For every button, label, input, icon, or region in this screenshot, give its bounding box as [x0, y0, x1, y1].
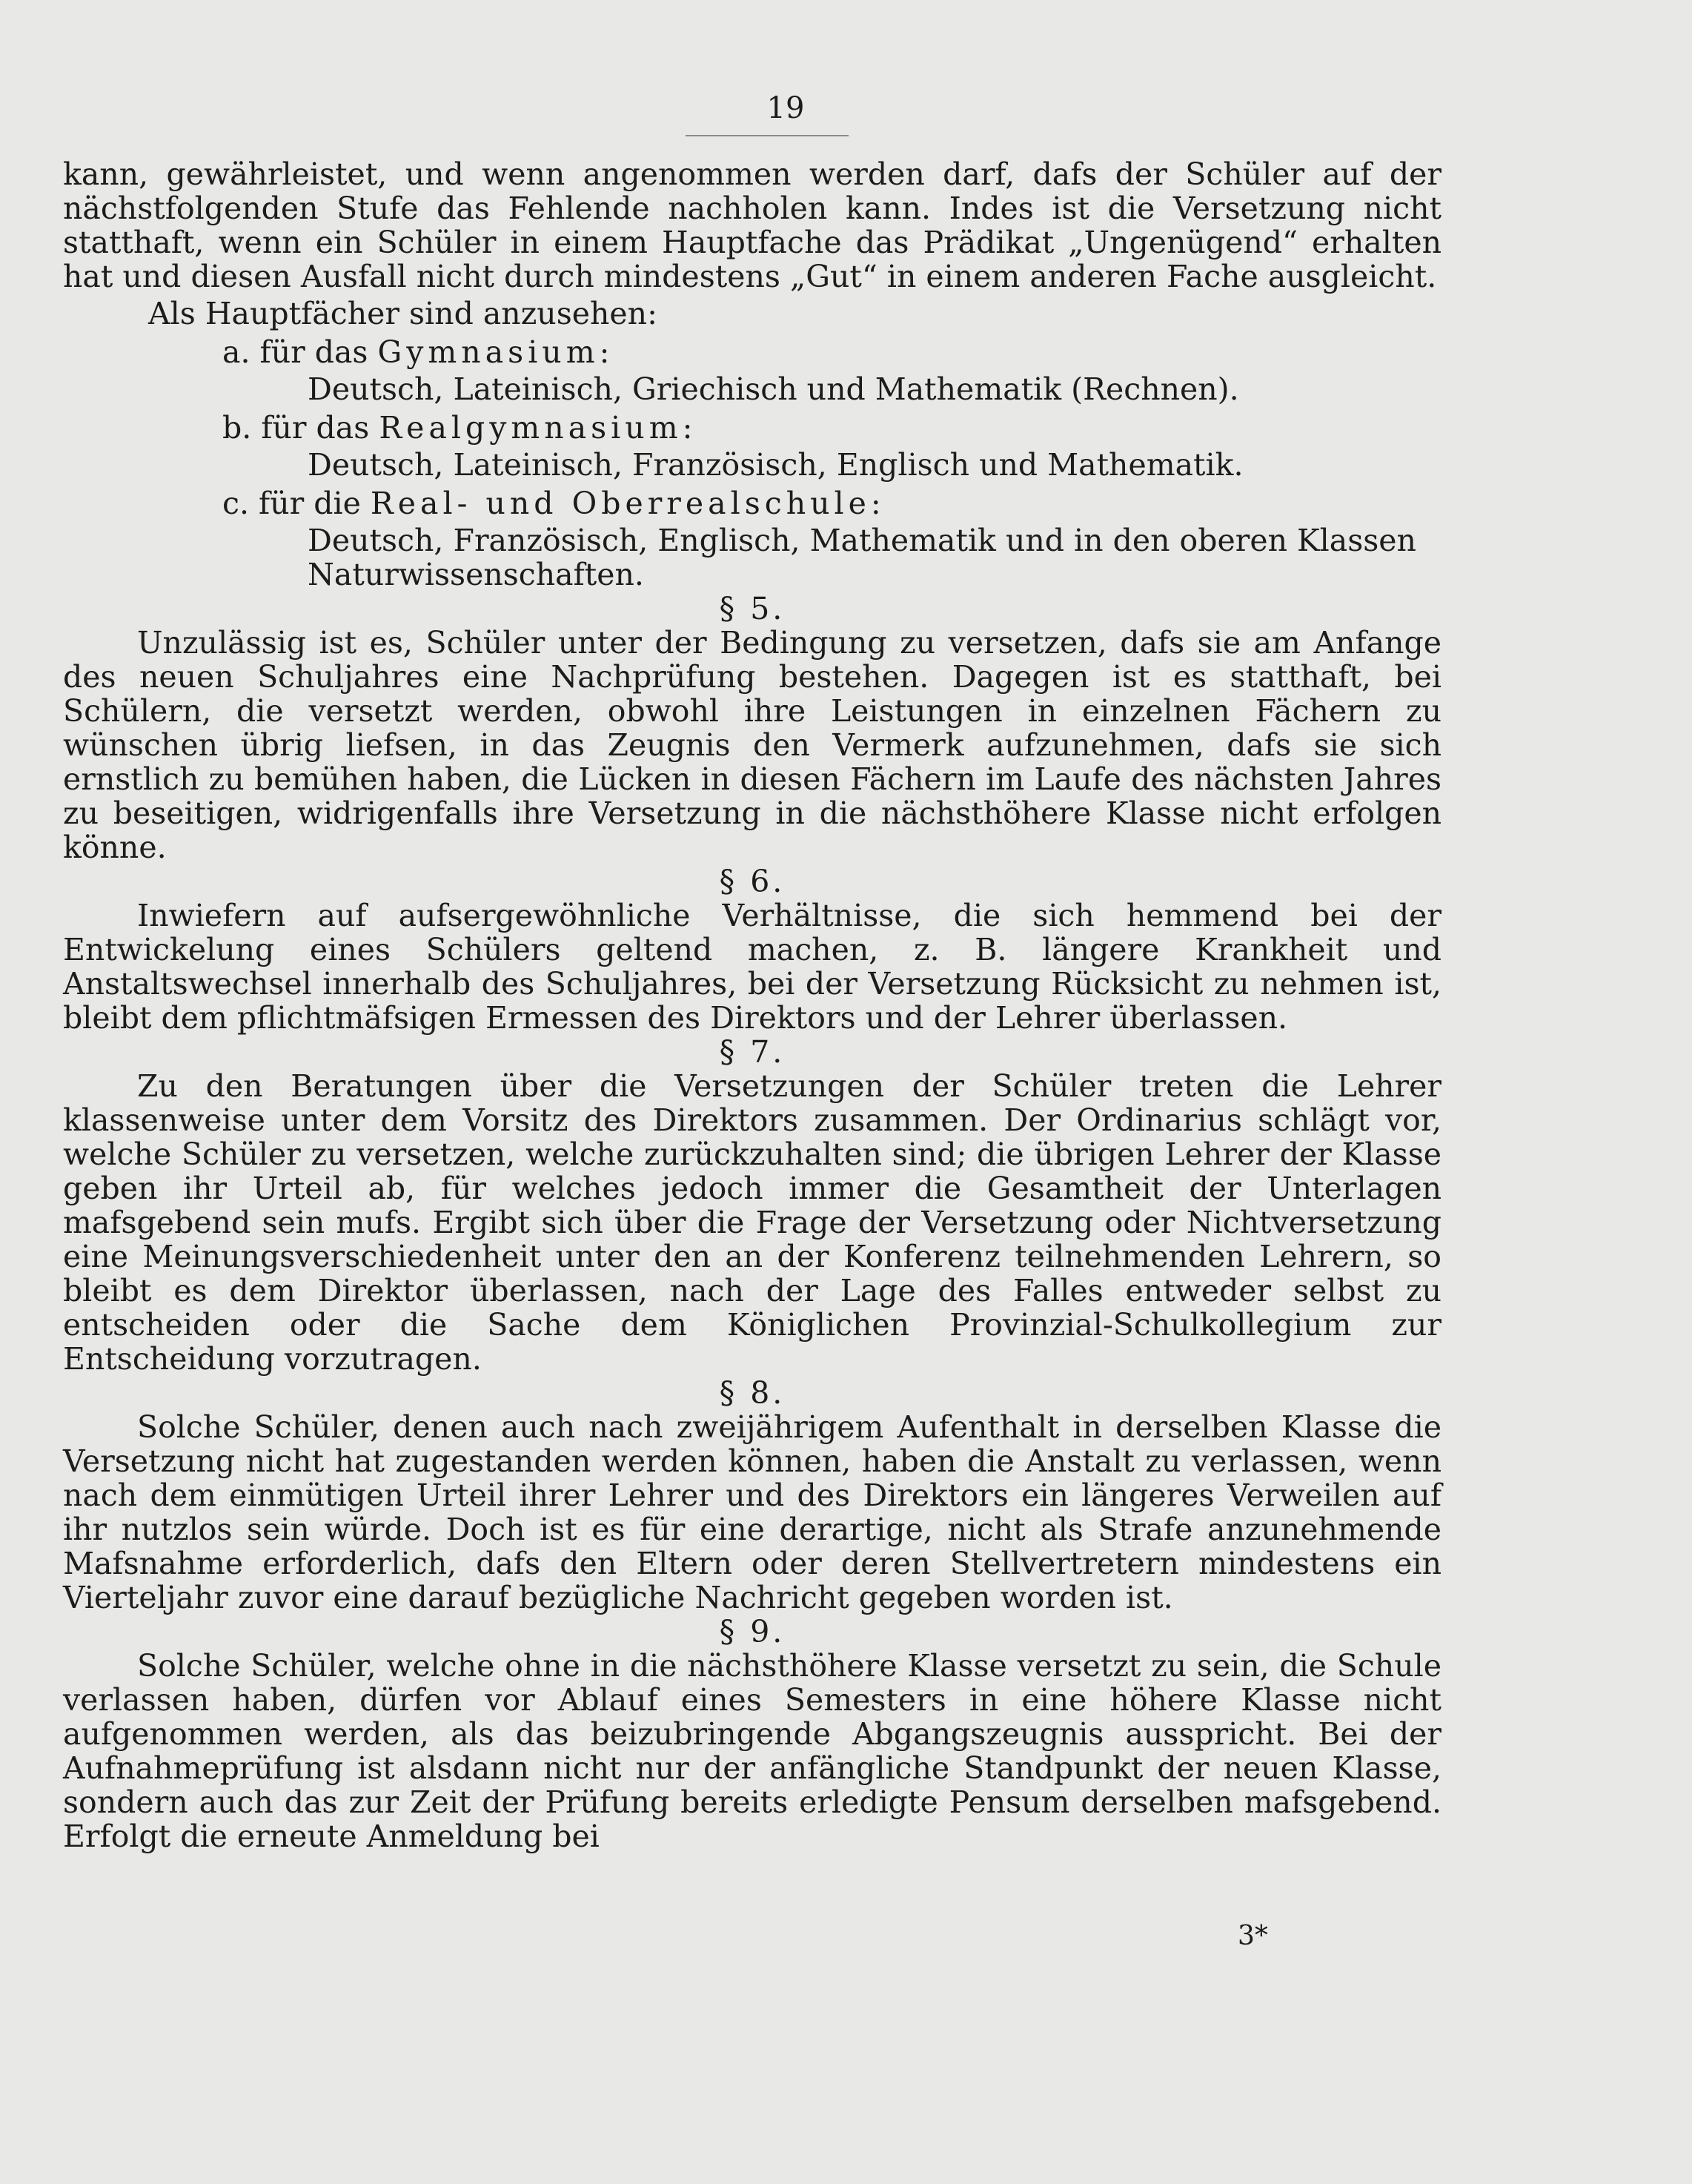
list-item-realschule [222, 486, 1441, 520]
section-text-7: Zu den Beratungen über die Versetzungen der Schüler treten die Lehrer klassenweise unter dem Vorsitz des Direktors zusammen. Der Ordinarius schlägt vor, welche Schüler zu versetzen, welche zurückzuhalten sind; die übrigen Lehrer der Klasse geben ihr Urteil ab, für welches jedoch immer die Gesamtheit der Unterlagen mafsgebend sein mufs. Ergibt sich über die Frage der Versetzung oder Nichtversetzung eine Meinungsverschiedenheit unter den an der Konferenz teilnehmenden Lehrern, so bleibt es dem Direktor überlassen, nach der Lage des Falles entweder selbst zu entscheiden oder die Sache dem Königlichen Provinzial-Schulkollegium zur Entscheidung vorzutragen. [63, 1068, 1441, 1377]
list-label-suffix: : [870, 486, 881, 521]
school-type: Gymnasium [377, 334, 600, 370]
school-type: Real- und Oberrealschule [370, 486, 871, 521]
main-subjects-intro: Als Hauptfächer sind anzusehen: [148, 296, 657, 331]
list-item-gymnasium [222, 335, 1441, 369]
intro-paragraph: kann, gewährleistet, und wenn angenommen werden darf, dafs der Schüler auf der nächstfolgenden Stufe das Fehlende nachholen kann. Indes ist die Versetzung nicht statthaft, wenn ein Schüler in einem Hauptfache das Prädikat „Ungenügend“ erhalten hat und diesen Ausfall nicht durch mindestens „Gut“ in einem anderen Fache ausgleicht. [63, 156, 1441, 294]
list-label-prefix: für die [259, 486, 371, 521]
section-heading-8: § 8. [719, 1375, 786, 1411]
list-label-suffix: : [682, 410, 693, 446]
list-label-prefix: für das [261, 410, 379, 446]
list-label-prefix: für das [259, 334, 378, 370]
list-marker: b. [222, 410, 252, 446]
page-number: 19 [766, 91, 805, 125]
page-body [63, 157, 1441, 1853]
list-marker: c. [222, 486, 249, 521]
list-item-realgymnasium [222, 411, 1441, 445]
subjects-realschule: Deutsch, Französisch, Englisch, Mathematik und in den oberen Klassen Naturwissenschaften. [308, 523, 1416, 592]
list-marker: a. [222, 334, 251, 370]
section-heading-5: § 5. [719, 591, 786, 626]
list-label-suffix: : [599, 334, 610, 370]
section-heading-6: § 6. [719, 864, 786, 899]
section-text-6: Inwiefern auf aufsergewöhnliche Verhältnisse, die sich hemmend bei der Entwickelung eines Schülers geltend machen, z. B. längere Krankheit und Anstaltswechsel innerhalb des Schuljahres, bei der Versetzung Rücksicht zu nehmen ist, bleibt dem pflichtmäfsigen Ermessen des Direktors und der Lehrer überlassen. [63, 898, 1441, 1036]
signature-mark: 3* [1238, 1921, 1268, 1951]
section-text-8: Solche Schüler, denen auch nach zweijährigem Aufenthalt in derselben Klasse die Versetzung nicht hat zugestanden werden können, haben die Anstalt zu verlassen, wenn nach dem einmütigen Urteil ihrer Lehrer und des Direktors ein längeres Verweilen auf ihr nutzlos sein würde. Doch ist es für eine derartige, nicht als Strafe anzunehmende Mafsnahme erforderlich, dafs den Eltern oder deren Stellvertretern mindestens ein Vierteljahr zuvor eine darauf bezügliche Nachricht gegeben worden ist. [63, 1409, 1441, 1615]
header-rule [686, 135, 849, 136]
section-heading-7: § 7. [719, 1034, 786, 1070]
section-heading-9: § 9. [719, 1614, 786, 1649]
subjects-gymnasium: Deutsch, Lateinisch, Griechisch und Mathematik (Rechnen). [308, 371, 1239, 407]
subjects-realgymnasium: Deutsch, Lateinisch, Französisch, Englisch und Mathematik. [308, 447, 1244, 483]
section-text-5: Unzulässig ist es, Schüler unter der Bedingung zu versetzen, dafs sie am Anfange des neuen Schuljahres eine Nachprüfung bestehen. Dagegen ist es statthaft, bei Schülern, die versetzt werden, obwohl ihre Leistungen in einzelnen Fächern zu wünschen übrig liefsen, in das Zeugnis den Vermerk aufzunehmen, dafs sie sich ernstlich zu bemühen haben, die Lücken in diesen Fächern im Laufe des nächsten Jahres zu beseitigen, widrigenfalls ihre Versetzung in die nächsthöhere Klasse nicht erfolgen könne. [63, 625, 1441, 865]
school-type: Realgymnasium [379, 410, 683, 446]
section-text-9: Solche Schüler, welche ohne in die nächsthöhere Klasse versetzt zu sein, die Schule verlassen haben, dürfen vor Ablauf eines Semesters in eine höhere Klasse nicht aufgenommen werden, als das beizubringende Abgangszeugnis ausspricht. Bei der Aufnahmeprüfung ist alsdann nicht nur der anfängliche Standpunkt der neuen Klasse, sondern auch das zur Zeit der Prüfung bereits erledigte Pensum derselben mafsgebend. Erfolgt die erneute Anmeldung bei [63, 1648, 1441, 1854]
